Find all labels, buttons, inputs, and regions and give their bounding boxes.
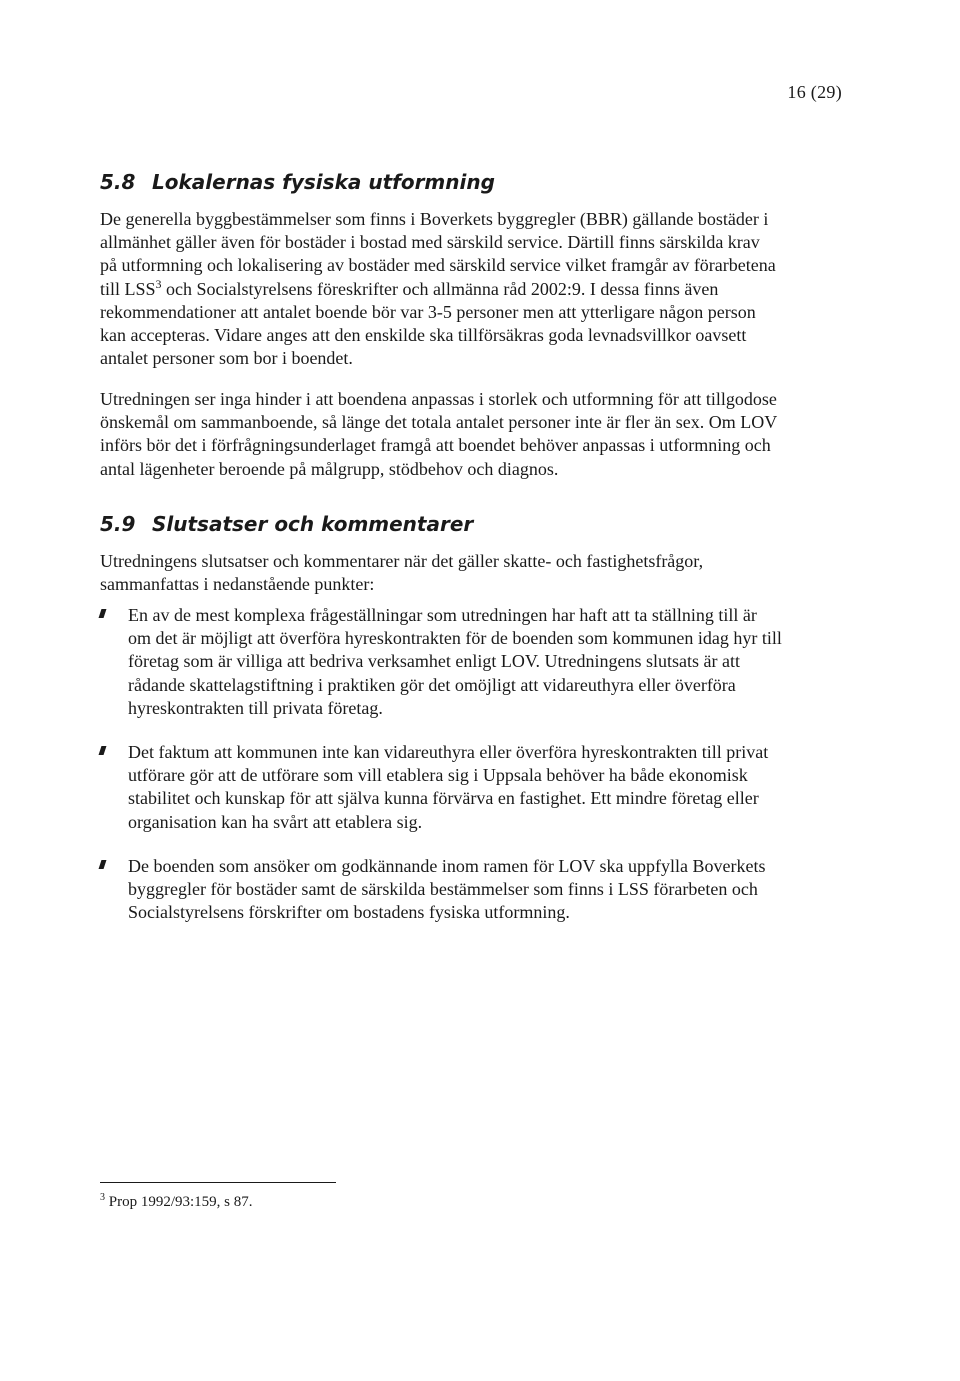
section-heading-5-8 (100, 170, 495, 194)
section-number: 5.8 (100, 170, 136, 194)
text-line: De boenden som ansöker om godkännande inom ramen för LOV ska uppfylla Boverkets (128, 855, 766, 876)
footnote-marker: 3 (100, 1192, 105, 1203)
footnote-reference: 3 (155, 276, 162, 291)
section-title: Lokalernas fysiska utformning (152, 170, 495, 194)
text-line: och Socialstyrelsens föreskrifter och allmänna råd 2002:9. I dessa finns även (161, 278, 719, 299)
text-line: Utredningens slutsatser och kommentarer när det gäller skatte- och fastighetsfrågor, (100, 551, 704, 571)
conclusions-list (100, 604, 860, 945)
text-line: på utformning och lokalisering av bostäder med särskild service vilket framgår av förarbetena (100, 255, 776, 276)
text-line: rådande skattelagstiftning i praktiken gör det omöjligt att vidareuthyra eller överföra (128, 674, 736, 695)
text-line: om det är möjligt att överföra hyreskontrakten för de boenden som kommunen idag hyr till (128, 628, 782, 649)
list-item (100, 741, 860, 834)
text-line: hyreskontrakten till privata företag. (128, 697, 383, 718)
section-title: Slutsatser och kommentarer (152, 512, 474, 536)
text-line: sammanfattas i nedanstående punkter: (100, 574, 375, 595)
list-item (100, 604, 860, 720)
text-line: Det faktum att kommunen inte kan vidareuthyra eller överföra hyreskontrakten till privat (128, 742, 769, 763)
text-line: till LSS (100, 278, 156, 299)
paragraph-assessment (100, 388, 860, 481)
footnote-text: Prop 1992/93:159, s 87. (105, 1194, 253, 1210)
text-line: allmänhet gäller även för bostäder i bostad med särskild service. Därtill finns särskilda krav (100, 232, 760, 253)
text-line: företag som är villiga att bedriva verksamhet enligt LOV. Utredningens slutsats är att (128, 651, 741, 672)
text-line: En av de mest komplexa frågeställningar som utredningen har haft att ta ställning till är (128, 605, 757, 625)
text-line: byggregler för bostäder samt de särskilda bestämmelser som finns i LSS förarbeten och (128, 879, 758, 900)
paragraph-intro (100, 550, 860, 596)
text-line: önskemål om sammanboende, så länge det totala antalet personer inte är fler än sex. Om LOV (100, 412, 778, 433)
text-line: antalet personer som bor i boendet. (100, 348, 353, 369)
text-line: organisation kan ha svårt att etablera sig. (128, 811, 423, 832)
text-line: rekommendationer att antalet boende bör var 3-5 personer men att ytterligare någon person (100, 301, 756, 322)
text-line: Utredningen ser inga hinder i att boendena anpassas i storlek och utformning för att tillgodose (100, 389, 777, 409)
section-number: 5.9 (100, 512, 136, 536)
bullet-icon (99, 860, 107, 869)
footnote-divider (100, 1182, 336, 1183)
footnote (100, 1192, 253, 1211)
text-line: införs bör det i förfrågningsunderlaget framgå att boendet behöver anpassas i utformning och (100, 435, 771, 456)
text-line: Socialstyrelsens förskrifter om bostadens fysiska utformning. (128, 902, 570, 923)
text-line: antal lägenheter beroende på målgrupp, stödbehov och diagnos. (100, 458, 559, 479)
page-number: 16 (29) (787, 82, 842, 102)
text-line: kan accepteras. Vidare anges att den enskilde ska tillförsäkras goda levnadsvillkor oavsett (100, 325, 747, 346)
text-line: De generella byggbestämmelser som finns i Boverkets byggregler (BBR) gällande bostäder i (100, 209, 769, 229)
list-item (100, 855, 860, 925)
text-line: utförare gör att de utförare som vill etablera sig i Uppsala behöver ha både ekonomisk (128, 765, 748, 786)
text-line: stabilitet och kunskap för att själva kunna förvärva en fastighet. Ett mindre företag eller (128, 788, 759, 809)
bullet-icon (99, 609, 107, 618)
paragraph-regulations (100, 208, 860, 370)
bullet-icon (99, 746, 107, 755)
section-heading-5-9 (100, 512, 473, 536)
